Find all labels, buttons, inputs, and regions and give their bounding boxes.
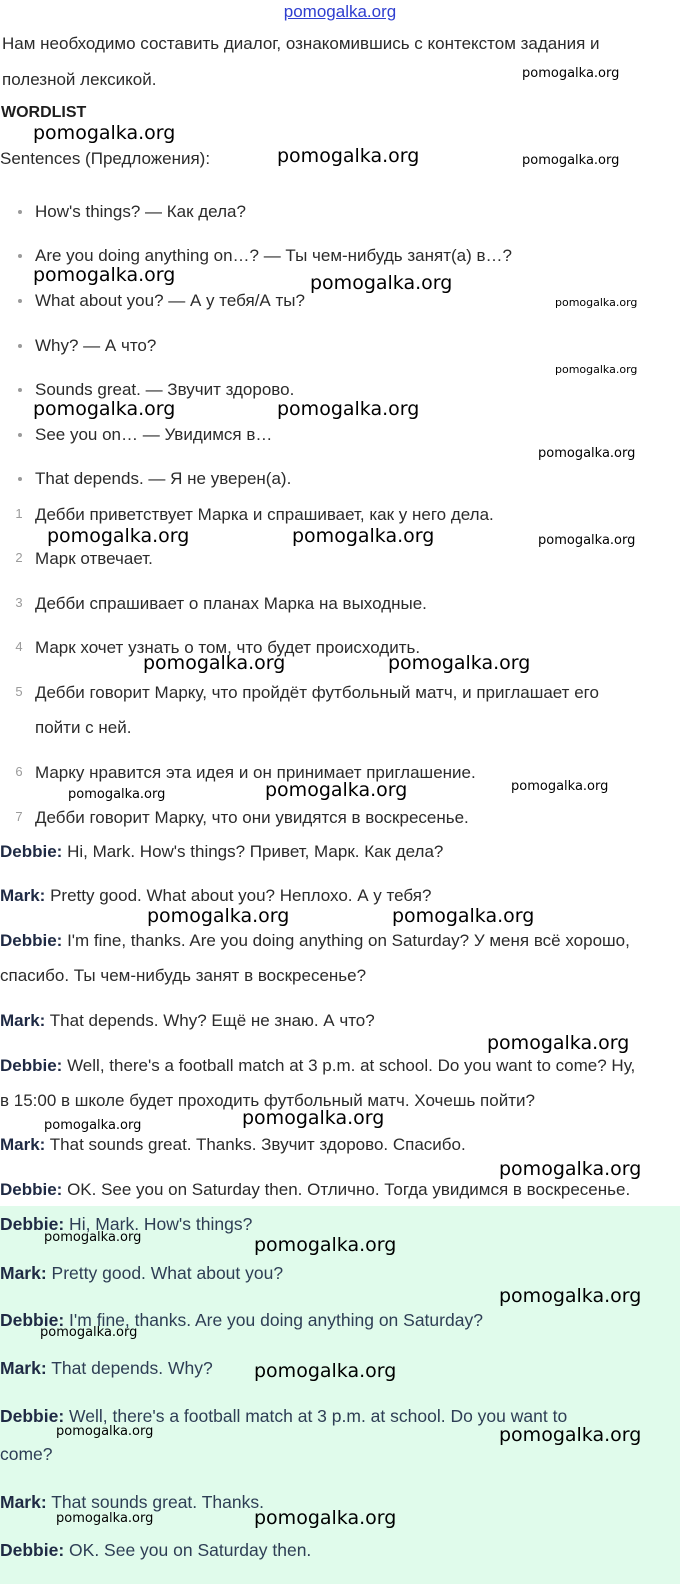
- speaker-name: Debbie:: [0, 1406, 65, 1426]
- watermark: pomogalka.org: [277, 145, 420, 167]
- watermark: pomogalka.org: [33, 264, 176, 286]
- speaker-name: Debbie:: [0, 842, 63, 861]
- watermark: pomogalka.org: [254, 1234, 397, 1256]
- watermark: pomogalka.org: [538, 446, 636, 461]
- bullet-dot-icon: [18, 388, 22, 392]
- watermark: pomogalka.org: [242, 1107, 385, 1129]
- final-dialogue-line: Mark: Pretty good. What about you?: [0, 1263, 284, 1283]
- speaker-name: Mark:: [0, 1263, 47, 1283]
- watermark: pomogalka.org: [555, 296, 638, 309]
- wordlist-heading: WORDLIST: [1, 104, 87, 121]
- final-dialogue-line: Debbie: Well, there's a football match at 3 p.m. at school. Do you want to: [0, 1406, 568, 1426]
- final-dialogue-line-continued: come?: [0, 1444, 53, 1464]
- watermark: pomogalka.org: [56, 1511, 154, 1526]
- watermark: pomogalka.org: [511, 779, 609, 794]
- watermark: pomogalka.org: [56, 1424, 154, 1439]
- watermark: pomogalka.org: [487, 1032, 630, 1054]
- watermark: pomogalka.org: [555, 363, 638, 376]
- speaker-name: Debbie:: [0, 1310, 65, 1330]
- watermark: pomogalka.org: [147, 905, 290, 927]
- watermark: pomogalka.org: [254, 1507, 397, 1529]
- watermark: pomogalka.org: [143, 652, 286, 674]
- speaker-name: Mark:: [0, 1011, 46, 1030]
- dialogue-line-continued: спасибо. Ты чем-нибудь занят в воскресенье?: [0, 966, 367, 985]
- watermark: pomogalka.org: [254, 1360, 397, 1382]
- watermark: pomogalka.org: [33, 122, 176, 144]
- bullet-dot-icon: [18, 254, 22, 258]
- sentences-label: Sentences (Предложения):: [0, 149, 211, 168]
- dialogue-line: Mark: That sounds great. Thanks. Звучит здорово. Спасибо.: [0, 1135, 466, 1154]
- speaker-name: Debbie:: [0, 1180, 63, 1199]
- dialogue-line: Mark: That depends. Why? Ещё не знаю. А что?: [0, 1011, 375, 1030]
- speaker-name: Mark:: [0, 1358, 47, 1378]
- dialogue-line: Debbie: Well, there's a football match at 3 p.m. at school. Do you want to come? Ну,: [0, 1056, 636, 1075]
- watermark: pomogalka.org: [310, 272, 453, 294]
- bullet-dot-icon: [18, 477, 22, 481]
- final-dialogue-line: Debbie: Hi, Mark. How's things?: [0, 1214, 253, 1234]
- watermark: pomogalka.org: [522, 66, 620, 81]
- intro-line-1: Нам необходимо составить диалог, ознакомившись с контекстом задания и: [2, 34, 600, 53]
- watermark: pomogalka.org: [499, 1285, 642, 1307]
- intro-line-2: полезной лексикой.: [2, 70, 157, 89]
- speaker-name: Debbie:: [0, 1056, 63, 1075]
- speaker-name: Debbie:: [0, 1540, 65, 1560]
- watermark: pomogalka.org: [499, 1158, 642, 1180]
- bullet-dot-icon: [18, 299, 22, 303]
- site-link[interactable]: pomogalka.org: [283, 2, 397, 21]
- watermark: pomogalka.org: [265, 779, 408, 801]
- watermark: pomogalka.org: [47, 525, 190, 547]
- dialogue-line: Debbie: Hi, Mark. How's things? Привет, Марк. Как дела?: [0, 842, 444, 861]
- watermark: pomogalka.org: [392, 905, 535, 927]
- final-dialogue-line: Debbie: OK. See you on Saturday then.: [0, 1540, 312, 1560]
- speaker-name: Debbie:: [0, 1214, 65, 1234]
- bullet-dot-icon: [18, 433, 22, 437]
- watermark: pomogalka.org: [292, 525, 435, 547]
- final-dialogue-line: Mark: That sounds great. Thanks.: [0, 1492, 264, 1512]
- watermark: pomogalka.org: [499, 1424, 642, 1446]
- dialogue-line: Mark: Pretty good. What about you? Неплохо. А у тебя?: [0, 886, 432, 905]
- watermark: pomogalka.org: [277, 398, 420, 420]
- watermark: pomogalka.org: [538, 533, 636, 548]
- watermark: pomogalka.org: [68, 787, 166, 802]
- watermark: pomogalka.org: [522, 153, 620, 168]
- dialogue-line: Debbie: I'm fine, thanks. Are you doing anything on Saturday? У меня всё хорошо,: [0, 931, 630, 950]
- speaker-name: Mark:: [0, 1492, 47, 1512]
- bullet-dot-icon: [18, 344, 22, 348]
- speaker-name: Mark:: [0, 886, 46, 905]
- watermark: pomogalka.org: [44, 1118, 142, 1133]
- watermark: pomogalka.org: [388, 652, 531, 674]
- speaker-name: Debbie:: [0, 931, 63, 950]
- speaker-name: Mark:: [0, 1135, 46, 1154]
- bullet-dot-icon: [18, 210, 22, 214]
- watermark: pomogalka.org: [44, 1230, 142, 1245]
- dialogue-line-continued: в 15:00 в школе будет проходить футбольный матч. Хочешь пойти?: [0, 1091, 535, 1110]
- final-dialogue-line: Debbie: I'm fine, thanks. Are you doing anything on Saturday?: [0, 1310, 483, 1330]
- watermark: pomogalka.org: [33, 398, 176, 420]
- watermark: pomogalka.org: [40, 1325, 138, 1340]
- final-dialogue-line: Mark: That depends. Why?: [0, 1358, 213, 1378]
- dialogue-line: Debbie: OK. See you on Saturday then. Отлично. Тогда увидимся в воскресенье.: [0, 1180, 631, 1199]
